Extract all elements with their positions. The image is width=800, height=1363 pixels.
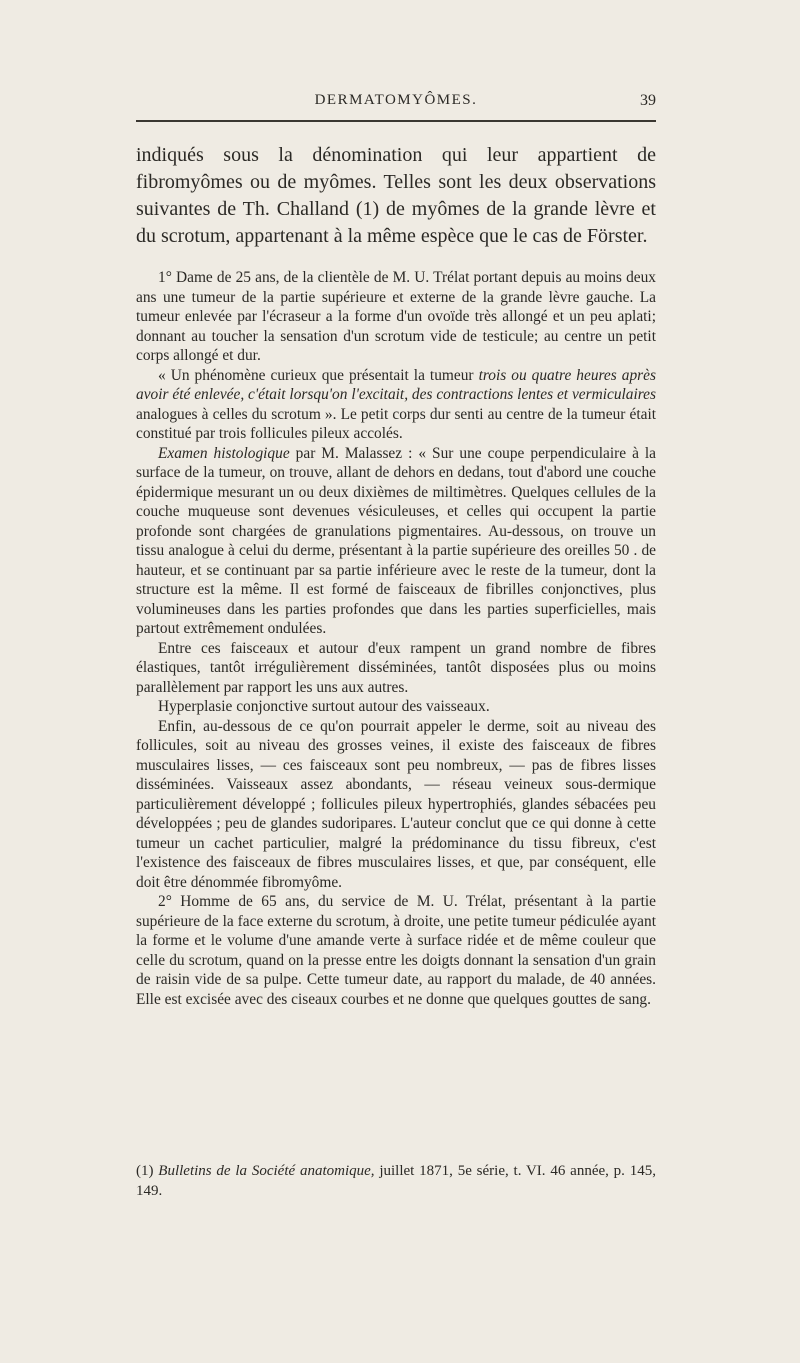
footnote-marker: (1) [136,1163,159,1179]
conclusion-paragraph: Enfin, au-dessous de ce qu'on pourrait appeler le derme, soit au niveau des follicules, soit au niveau des grosses veines, il existe des faisceaux de fibres musculaires lisses, — ces faisceaux sont peu nombreux, — pas de fibres lisses disséminées. Vaisseaux assez abondants, — réseau veineux sous-dermique particulièrement développé ; follicules pileux hypertrophiés, glandes sébacées peu développées ; peu de glandes sudoripares. L'auteur conclut que ce qui donne à cette tumeur un cachet particulier, malgré la prédominance du tissu fibreux, c'est l'existence des faisceaux de fibres musculaires lisses, et que, par conséquent, elle doit être dénommée fibromyôme. [136,717,656,891]
header-rule [136,120,656,122]
text-run: par M. Malassez : « Sur une coupe perpendiculaire à la surface de la tumeur, on trouve, allant de dehors en dedans, tout d'abord une couche épidermique mesurant un ou deux dixièmes de miltimètres. Quelques cellules de la couche muqueuse sont devenues vésiculeuses, et celles qui occupent la partie profonde sont chargées de granulations pigmentaires. Au-dessous, on trouve un tissu analogue à celui du derme, présentant à la partie supérieure des oreilles 50 . de hauteur, et se continuant par sa partie inférieure avec le reste de la tumeur, dont la structure est la même. Il est formé de faisceaux de fibrilles conjonctives, plus volumineuses dans les parties profondes que dans les parties superficielles, mais partout extrêmement ondulées. [136,444,657,637]
histology-paragraph [136,444,656,639]
hyperplasia-paragraph: Hyperplasie conjonctive surtout autour des vaisseaux. [158,698,490,715]
page-number: 39 [640,92,656,109]
intro-paragraph: indiqués sous la dénomination qui leur appartient de fibromyômes ou de myômes. Telles sont les deux observations suivantes de Th. Challand (1) de myômes de la grande lèvre et du scrotum, appartenant à la même espèce que le cas de Förster. [136,144,656,247]
footnote-text: juillet 1871, 5e série, t. VI. 46 année, p. 145, 149. [136,1163,656,1199]
italic-quote: trois ou quatre heures après avoir été enlevée, c'était lorsqu'on l'excitait, des contractions lentes et vermiculaires [136,366,656,403]
observation-2-paragraph: 2° Homme de 65 ans, du service de M. U. Trélat, présentant à la partie supérieure de la face externe du scrotum, à droite, une petite tumeur pédiculée ayant la forme et le volume d'une amande verte à surface ridée et de même couleur que celle du scrotum, quand on la presse entre les doigts donnant la sensation d'un grain de raisin vide de sa pulpe. Cette tumeur date, au rapport du malade, de 40 années. Elle est excisée avec des ciseaux courbes et ne donne que quelques gouttes de sang. [136,893,656,1008]
observation-1-paragraph: 1° Dame de 25 ans, de la clientèle de M. U. Trélat portant depuis au moins deux ans une tumeur de la partie supérieure et externe de la grande lèvre gauche. La tumeur enlevée par l'écraseur a la forme d'un ovoïde très allongé et un peu aplati; donnant au toucher la sensation d'un scrotum vide de testicule; au centre un petit corps allongé et dur. [136,269,656,364]
running-title: DERMATOMYÔMES. [314,92,478,108]
text-run: analogues à celles du scrotum ». Le petit corps dur senti au centre de la tumeur était constitué par trois follicules pileux accolés. [136,405,656,442]
footnote-source: Bulletins de la Société anatomique, [158,1163,375,1179]
text-run: « Un phénomène curieux que présentait la tumeur [158,366,479,384]
page-header [136,92,656,116]
body-text [136,142,656,1009]
footnote [136,1162,656,1201]
histology-heading: Examen histologique [158,444,290,462]
elastic-fibres-paragraph: Entre ces faisceaux et autour d'eux rampent un grand nombre de fibres élastiques, tantôt irrégulièrement disséminées, tantôt disposées plus ou moins parallèlement par rapport les uns aux autres. [136,639,656,696]
observations [136,268,656,1009]
observation-1-phenomenon [136,366,656,444]
